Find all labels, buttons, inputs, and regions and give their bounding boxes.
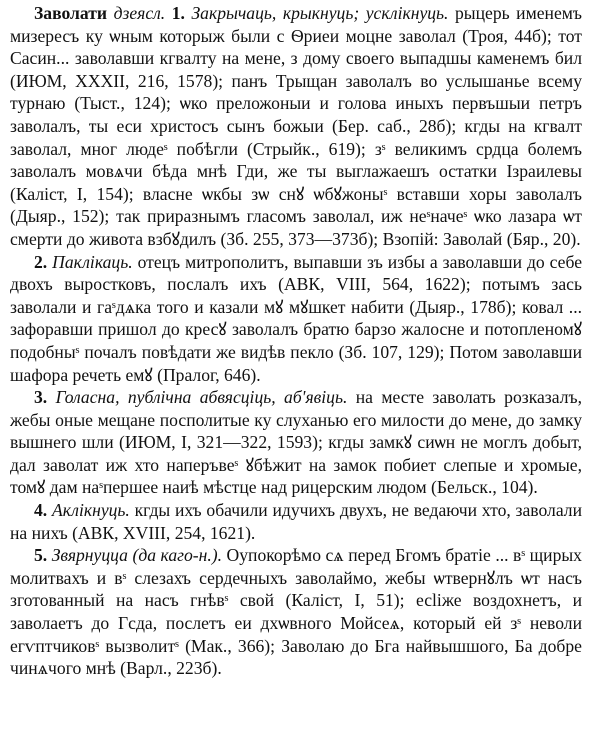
sense-1 bbox=[10, 2, 582, 251]
sense-number: 2. bbox=[34, 251, 48, 272]
sense-examples: отецъ митрополитъ, выпавши зъ избы а заволавши до себе двохъ выростковъ, послалъ ихъ (АВК, VIII, 564, 1622); потымъ зась заволали и гаˢдѧка того и казали мꙋ мꙋшкет набити (Дыяр., 178б); ковал ... зафоравши пришол до кресꙋ заволалъ братю барзо жалосне и потопленомꙋ подобныˢ почалъ повѣдати же видѣв пекло (Зб. 107, 129); Потом заволавши шафора речеть емꙋ (Пралог, 646). bbox=[10, 251, 583, 385]
sense-number: 1. bbox=[171, 3, 185, 23]
part-of-speech: дзеясл. bbox=[113, 3, 166, 23]
headword: Заволати bbox=[34, 3, 108, 23]
sense-definition: Закрычаць, крыкнуць; усклікнуць. bbox=[191, 3, 449, 23]
sense-3 bbox=[10, 386, 582, 499]
sense-definition: Паклікаць. bbox=[52, 251, 133, 272]
sense-number: 4. bbox=[34, 500, 48, 521]
sense-definition: Голасна, публічна абвясціць, аб'явіць. bbox=[55, 387, 348, 408]
sense-5 bbox=[10, 544, 582, 680]
sense-2 bbox=[10, 251, 582, 387]
sense-examples: кгды ихъ обачили идучихъ двухъ, не ведаючи хто, заволали на нихъ (АВК, XVIII, 254, 1621). bbox=[10, 500, 582, 543]
sense-4 bbox=[10, 499, 582, 544]
sense-examples: Оупокорѣмо сѧ перед Бгомъ братіе ... вˢ щирых молитвахъ и вˢ слезахъ сердечныхъ заволаймо, жебы ѡтвернꙋлъ ѡт насъ зготованный на насъ гнѣвˢ свой (Каліст, I, 51); есliже воздохнетъ, и заволаетъ до Гсда, послетъ еи дхѡвного Мойсеѧ, который ей зˢ неволи егѵптчиковˢ вызволитˢ (Мак., 366); Заволаю до Бга найвышшого, Ба добре чинѧчого мнѣ (Варл., 223б). bbox=[10, 545, 582, 679]
sense-examples: на месте заволать розказалъ, жебы оные мещане посполитые ку слуханью его милости до мене, до замку вышнего шли (ИЮМ, I, 321—322, 1593); кгды замкꙋ сиѡн не моглъ добыт, дал заволат иж хто наперъвеˢ ꙋбѣжит на замок побиет слепые и хромые, томꙋ дам наˢпершее наиѣ мѣстце над рицерским людом (Бельск., 104). bbox=[10, 387, 582, 498]
sense-number: 5. bbox=[34, 545, 48, 566]
sense-examples: рыцерь именемъ мизересъ ку ѡным которыж были с Ѳриеи моцне заволал (Троя, 44б); тот Сасин... заволавши кгвалту на мене, з дому своего выпадшы каменемъ бил (ИЮМ, XXXII, 216, 1578); панъ Трыщан заволалъ во услышанье всему турнаю (Тыст., 124); ѡко преложоныи и голова иныхъ первъшыи петръ заволалъ, ты еси христосъ сынъ божыи (Бер. саб., 28б); кгды на кгвалт заволал, мног людеˢ побѣгли (Стрыйк., 619); зˢ великимъ срдца болемъ заволалъ мовѧчи бѣда мнѣ Гди, же ты выглажаешъ остатки Ізраилевы (Каліст, I, 154); власне ѡкбы зѡ снꙋ ѡбꙋжоныˢ вставши хоры заволалъ (Дыяр., 152); так приразнымъ гласомъ заволал, иж неˢначеˢ ѡко лазара ѡт смерти до живота взбꙋдилъ (Зб. 255, 373—373б); Взопій: Заволай (Бяр., 20). bbox=[10, 3, 582, 249]
sense-number: 3. bbox=[34, 387, 48, 408]
sense-definition: Аклікнуць. bbox=[51, 500, 130, 521]
sense-definition: Звярнуцца (да каго-н.). bbox=[51, 545, 223, 566]
